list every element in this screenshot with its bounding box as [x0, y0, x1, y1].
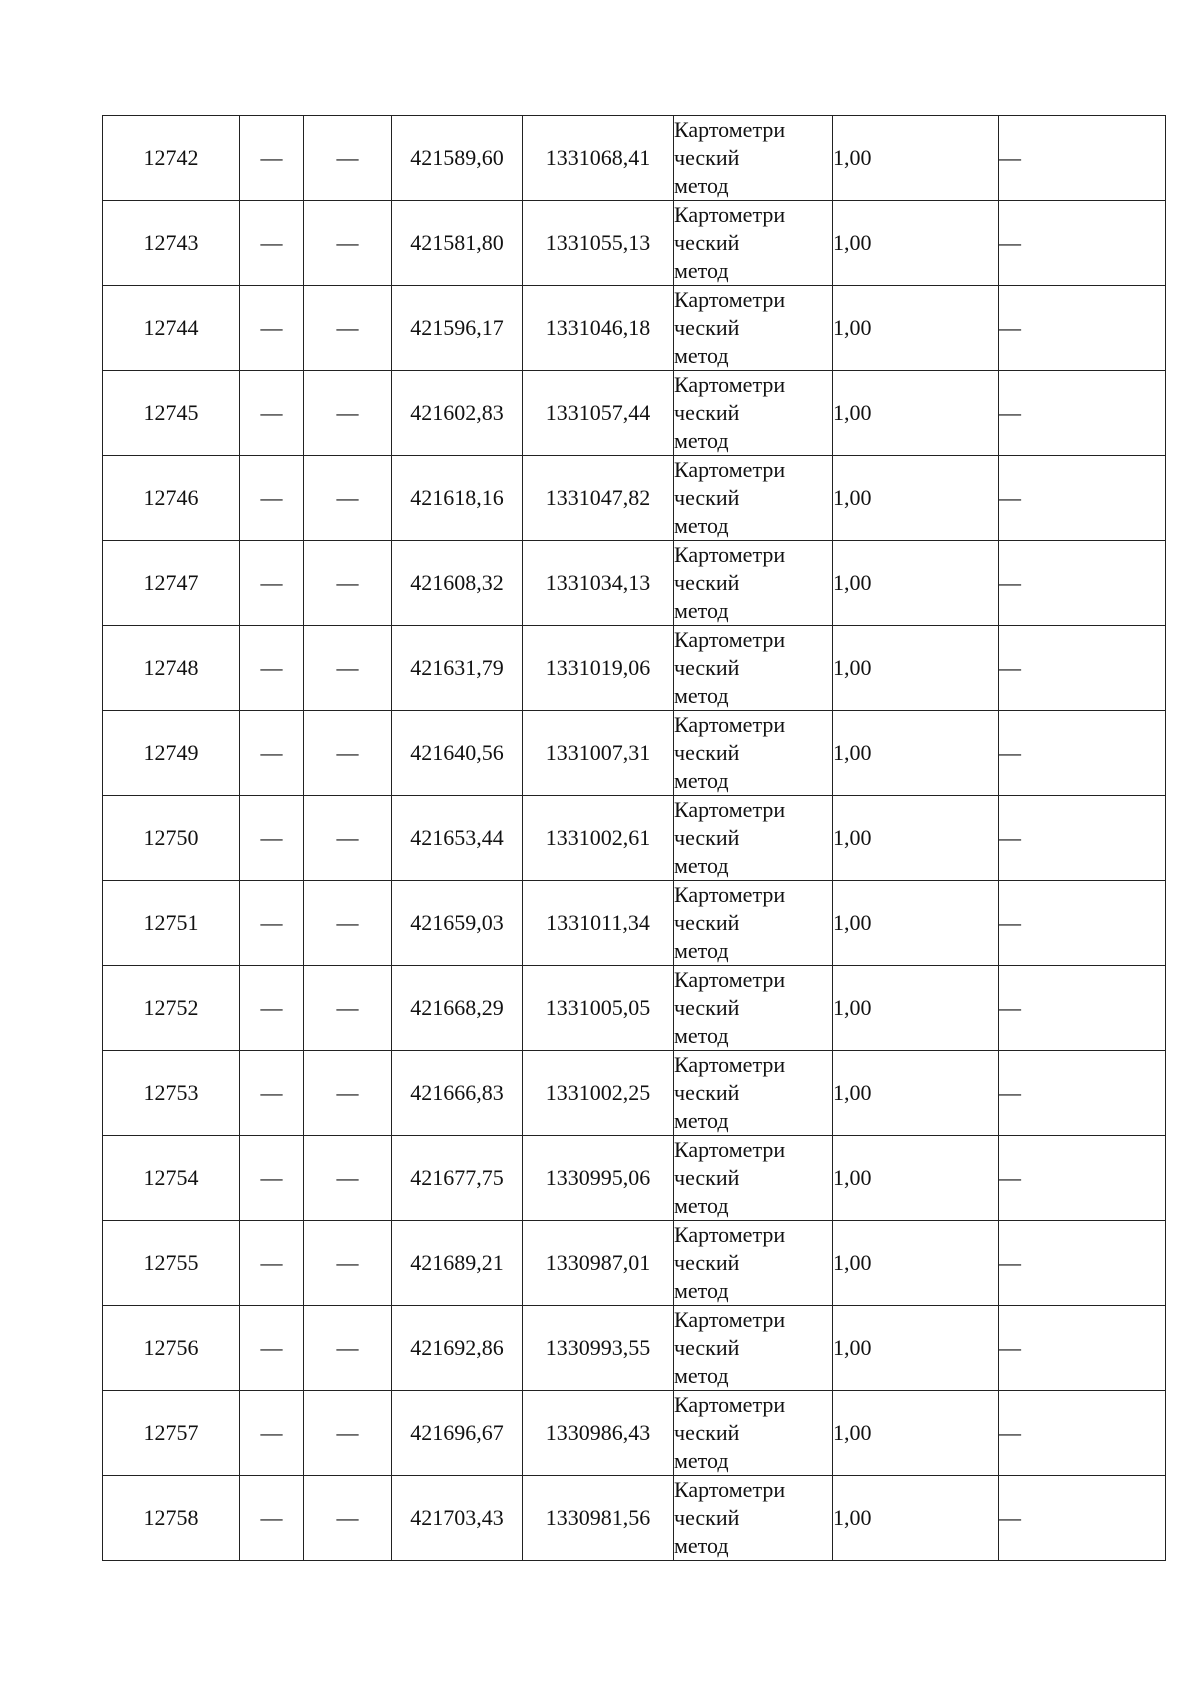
table-row	[103, 711, 1166, 796]
empty-dash-cell: —	[999, 1221, 1166, 1306]
y-coordinate-cell: 1330993,55	[523, 1306, 674, 1391]
method-cell	[674, 711, 833, 796]
method-text-line: ческий	[674, 230, 740, 255]
method-text-line: ческий	[674, 485, 740, 510]
method-cell	[674, 1221, 833, 1306]
table-row	[103, 1051, 1166, 1136]
empty-dash-cell: —	[304, 371, 392, 456]
x-coordinate-cell: 421677,75	[392, 1136, 523, 1221]
empty-dash-cell: —	[304, 966, 392, 1051]
empty-dash-cell: —	[240, 1136, 304, 1221]
method-text-line: ческий	[674, 1165, 740, 1190]
empty-dash-cell: —	[304, 711, 392, 796]
coordinates-table	[102, 115, 1166, 1561]
empty-dash-cell: —	[999, 286, 1166, 371]
method-text-line: ческий	[674, 1420, 740, 1445]
method-text-line: метод	[674, 513, 729, 538]
x-coordinate-cell: 421689,21	[392, 1221, 523, 1306]
point-number-cell: 12745	[103, 371, 240, 456]
point-number-cell: 12751	[103, 881, 240, 966]
accuracy-cell: 1,00	[833, 371, 999, 456]
method-text-line: Картометри	[674, 967, 786, 992]
method-text-line: Картометри	[674, 117, 786, 142]
empty-dash-cell: —	[304, 1391, 392, 1476]
y-coordinate-cell: 1331057,44	[523, 371, 674, 456]
x-coordinate-cell: 421703,43	[392, 1476, 523, 1561]
method-text-line: Картометри	[674, 1392, 786, 1417]
empty-dash-cell: —	[304, 1051, 392, 1136]
method-text-line: ческий	[674, 740, 740, 765]
y-coordinate-cell: 1331002,25	[523, 1051, 674, 1136]
method-text-line: метод	[674, 1023, 729, 1048]
y-coordinate-cell: 1330995,06	[523, 1136, 674, 1221]
y-coordinate-cell: 1331011,34	[523, 881, 674, 966]
accuracy-cell: 1,00	[833, 1391, 999, 1476]
method-text-line: метод	[674, 343, 729, 368]
method-text-line: метод	[674, 683, 729, 708]
method-text-line: ческий	[674, 1080, 740, 1105]
method-text-line: Картометри	[674, 372, 786, 397]
method-text-line: ческий	[674, 1505, 740, 1530]
empty-dash-cell: —	[240, 286, 304, 371]
empty-dash-cell: —	[999, 541, 1166, 626]
method-text-line: метод	[674, 428, 729, 453]
accuracy-cell: 1,00	[833, 1476, 999, 1561]
method-cell	[674, 1391, 833, 1476]
y-coordinate-cell: 1331007,31	[523, 711, 674, 796]
y-coordinate-cell: 1331034,13	[523, 541, 674, 626]
y-coordinate-cell: 1331046,18	[523, 286, 674, 371]
method-text-line: ческий	[674, 1335, 740, 1360]
point-number-cell: 12747	[103, 541, 240, 626]
table-row	[103, 1221, 1166, 1306]
method-text-line: ческий	[674, 400, 740, 425]
table-row	[103, 1391, 1166, 1476]
accuracy-cell: 1,00	[833, 541, 999, 626]
method-cell	[674, 201, 833, 286]
empty-dash-cell: —	[240, 456, 304, 541]
table-row	[103, 881, 1166, 966]
empty-dash-cell: —	[240, 1051, 304, 1136]
y-coordinate-cell: 1330981,56	[523, 1476, 674, 1561]
empty-dash-cell: —	[999, 881, 1166, 966]
empty-dash-cell: —	[304, 286, 392, 371]
method-cell	[674, 456, 833, 541]
x-coordinate-cell: 421618,16	[392, 456, 523, 541]
method-text-line: метод	[674, 1278, 729, 1303]
x-coordinate-cell: 421668,29	[392, 966, 523, 1051]
method-cell	[674, 1476, 833, 1561]
empty-dash-cell: —	[240, 1476, 304, 1561]
empty-dash-cell: —	[304, 116, 392, 201]
method-text-line: Картометри	[674, 712, 786, 737]
y-coordinate-cell: 1330987,01	[523, 1221, 674, 1306]
method-text-line: метод	[674, 258, 729, 283]
accuracy-cell: 1,00	[833, 796, 999, 881]
table-row	[103, 626, 1166, 711]
method-cell	[674, 371, 833, 456]
empty-dash-cell: —	[240, 1306, 304, 1391]
method-text-line: ческий	[674, 995, 740, 1020]
empty-dash-cell: —	[999, 1136, 1166, 1221]
method-text-line: Картометри	[674, 1307, 786, 1332]
empty-dash-cell: —	[999, 1051, 1166, 1136]
empty-dash-cell: —	[240, 1391, 304, 1476]
x-coordinate-cell: 421659,03	[392, 881, 523, 966]
empty-dash-cell: —	[999, 626, 1166, 711]
method-text-line: метод	[674, 1533, 729, 1558]
table-row	[103, 1306, 1166, 1391]
method-text-line: Картометри	[674, 1222, 786, 1247]
method-text-line: ческий	[674, 315, 740, 340]
point-number-cell: 12746	[103, 456, 240, 541]
method-text-line: ческий	[674, 570, 740, 595]
empty-dash-cell: —	[304, 1306, 392, 1391]
point-number-cell: 12748	[103, 626, 240, 711]
accuracy-cell: 1,00	[833, 966, 999, 1051]
accuracy-cell: 1,00	[833, 286, 999, 371]
empty-dash-cell: —	[304, 1136, 392, 1221]
empty-dash-cell: —	[999, 1476, 1166, 1561]
method-text-line: метод	[674, 1448, 729, 1473]
method-cell	[674, 626, 833, 711]
y-coordinate-cell: 1331005,05	[523, 966, 674, 1051]
x-coordinate-cell: 421666,83	[392, 1051, 523, 1136]
empty-dash-cell: —	[304, 796, 392, 881]
accuracy-cell: 1,00	[833, 626, 999, 711]
accuracy-cell: 1,00	[833, 711, 999, 796]
point-number-cell: 12742	[103, 116, 240, 201]
x-coordinate-cell: 421631,79	[392, 626, 523, 711]
method-text-line: Картометри	[674, 202, 786, 227]
method-cell	[674, 1136, 833, 1221]
accuracy-cell: 1,00	[833, 456, 999, 541]
empty-dash-cell: —	[240, 796, 304, 881]
point-number-cell: 12754	[103, 1136, 240, 1221]
method-text-line: Картометри	[674, 1137, 786, 1162]
table-row	[103, 116, 1166, 201]
empty-dash-cell: —	[304, 626, 392, 711]
method-text-line: метод	[674, 1363, 729, 1388]
point-number-cell: 12758	[103, 1476, 240, 1561]
empty-dash-cell: —	[999, 116, 1166, 201]
x-coordinate-cell: 421696,67	[392, 1391, 523, 1476]
empty-dash-cell: —	[304, 456, 392, 541]
y-coordinate-cell: 1331002,61	[523, 796, 674, 881]
method-cell	[674, 796, 833, 881]
method-text-line: ческий	[674, 825, 740, 850]
method-cell	[674, 1306, 833, 1391]
empty-dash-cell: —	[999, 456, 1166, 541]
method-text-line: Картометри	[674, 287, 786, 312]
point-number-cell: 12753	[103, 1051, 240, 1136]
table-body	[103, 116, 1166, 1561]
table-row	[103, 796, 1166, 881]
method-text-line: метод	[674, 1193, 729, 1218]
point-number-cell: 12757	[103, 1391, 240, 1476]
empty-dash-cell: —	[999, 796, 1166, 881]
table-row	[103, 541, 1166, 626]
method-text-line: метод	[674, 1108, 729, 1133]
empty-dash-cell: —	[240, 966, 304, 1051]
y-coordinate-cell: 1331047,82	[523, 456, 674, 541]
method-cell	[674, 966, 833, 1051]
accuracy-cell: 1,00	[833, 1306, 999, 1391]
method-text-line: Картометри	[674, 457, 786, 482]
method-text-line: Картометри	[674, 627, 786, 652]
accuracy-cell: 1,00	[833, 881, 999, 966]
table-row	[103, 201, 1166, 286]
point-number-cell: 12743	[103, 201, 240, 286]
empty-dash-cell: —	[240, 201, 304, 286]
method-cell	[674, 116, 833, 201]
method-text-line: метод	[674, 598, 729, 623]
table-row	[103, 371, 1166, 456]
point-number-cell: 12756	[103, 1306, 240, 1391]
method-text-line: ческий	[674, 655, 740, 680]
method-cell	[674, 1051, 833, 1136]
method-text-line: Картометри	[674, 1052, 786, 1077]
empty-dash-cell: —	[304, 881, 392, 966]
accuracy-cell: 1,00	[833, 201, 999, 286]
empty-dash-cell: —	[240, 116, 304, 201]
x-coordinate-cell: 421608,32	[392, 541, 523, 626]
accuracy-cell: 1,00	[833, 1136, 999, 1221]
method-text-line: метод	[674, 853, 729, 878]
method-text-line: Картометри	[674, 882, 786, 907]
point-number-cell: 12755	[103, 1221, 240, 1306]
method-cell	[674, 286, 833, 371]
table-row	[103, 456, 1166, 541]
method-text-line: ческий	[674, 910, 740, 935]
method-text-line: метод	[674, 768, 729, 793]
empty-dash-cell: —	[240, 881, 304, 966]
method-text-line: метод	[674, 173, 729, 198]
x-coordinate-cell: 421653,44	[392, 796, 523, 881]
empty-dash-cell: —	[999, 201, 1166, 286]
empty-dash-cell: —	[304, 1221, 392, 1306]
y-coordinate-cell: 1331019,06	[523, 626, 674, 711]
empty-dash-cell: —	[999, 1391, 1166, 1476]
y-coordinate-cell: 1331068,41	[523, 116, 674, 201]
empty-dash-cell: —	[304, 541, 392, 626]
accuracy-cell: 1,00	[833, 1221, 999, 1306]
empty-dash-cell: —	[240, 711, 304, 796]
y-coordinate-cell: 1331055,13	[523, 201, 674, 286]
table-row	[103, 1476, 1166, 1561]
method-text-line: метод	[674, 938, 729, 963]
empty-dash-cell: —	[304, 201, 392, 286]
x-coordinate-cell: 421589,60	[392, 116, 523, 201]
point-number-cell: 12744	[103, 286, 240, 371]
method-text-line: ческий	[674, 145, 740, 170]
method-text-line: Картометри	[674, 542, 786, 567]
x-coordinate-cell: 421596,17	[392, 286, 523, 371]
method-cell	[674, 881, 833, 966]
method-text-line: ческий	[674, 1250, 740, 1275]
table-row	[103, 286, 1166, 371]
table-row	[103, 966, 1166, 1051]
point-number-cell: 12750	[103, 796, 240, 881]
empty-dash-cell: —	[304, 1476, 392, 1561]
method-text-line: Картометри	[674, 797, 786, 822]
x-coordinate-cell: 421692,86	[392, 1306, 523, 1391]
empty-dash-cell: —	[999, 711, 1166, 796]
accuracy-cell: 1,00	[833, 1051, 999, 1136]
x-coordinate-cell: 421581,80	[392, 201, 523, 286]
point-number-cell: 12752	[103, 966, 240, 1051]
empty-dash-cell: —	[999, 371, 1166, 456]
empty-dash-cell: —	[240, 371, 304, 456]
table-row	[103, 1136, 1166, 1221]
empty-dash-cell: —	[240, 1221, 304, 1306]
method-cell	[674, 541, 833, 626]
empty-dash-cell: —	[240, 541, 304, 626]
y-coordinate-cell: 1330986,43	[523, 1391, 674, 1476]
method-text-line: Картометри	[674, 1477, 786, 1502]
point-number-cell: 12749	[103, 711, 240, 796]
x-coordinate-cell: 421602,83	[392, 371, 523, 456]
empty-dash-cell: —	[999, 1306, 1166, 1391]
accuracy-cell: 1,00	[833, 116, 999, 201]
empty-dash-cell: —	[999, 966, 1166, 1051]
empty-dash-cell: —	[240, 626, 304, 711]
x-coordinate-cell: 421640,56	[392, 711, 523, 796]
